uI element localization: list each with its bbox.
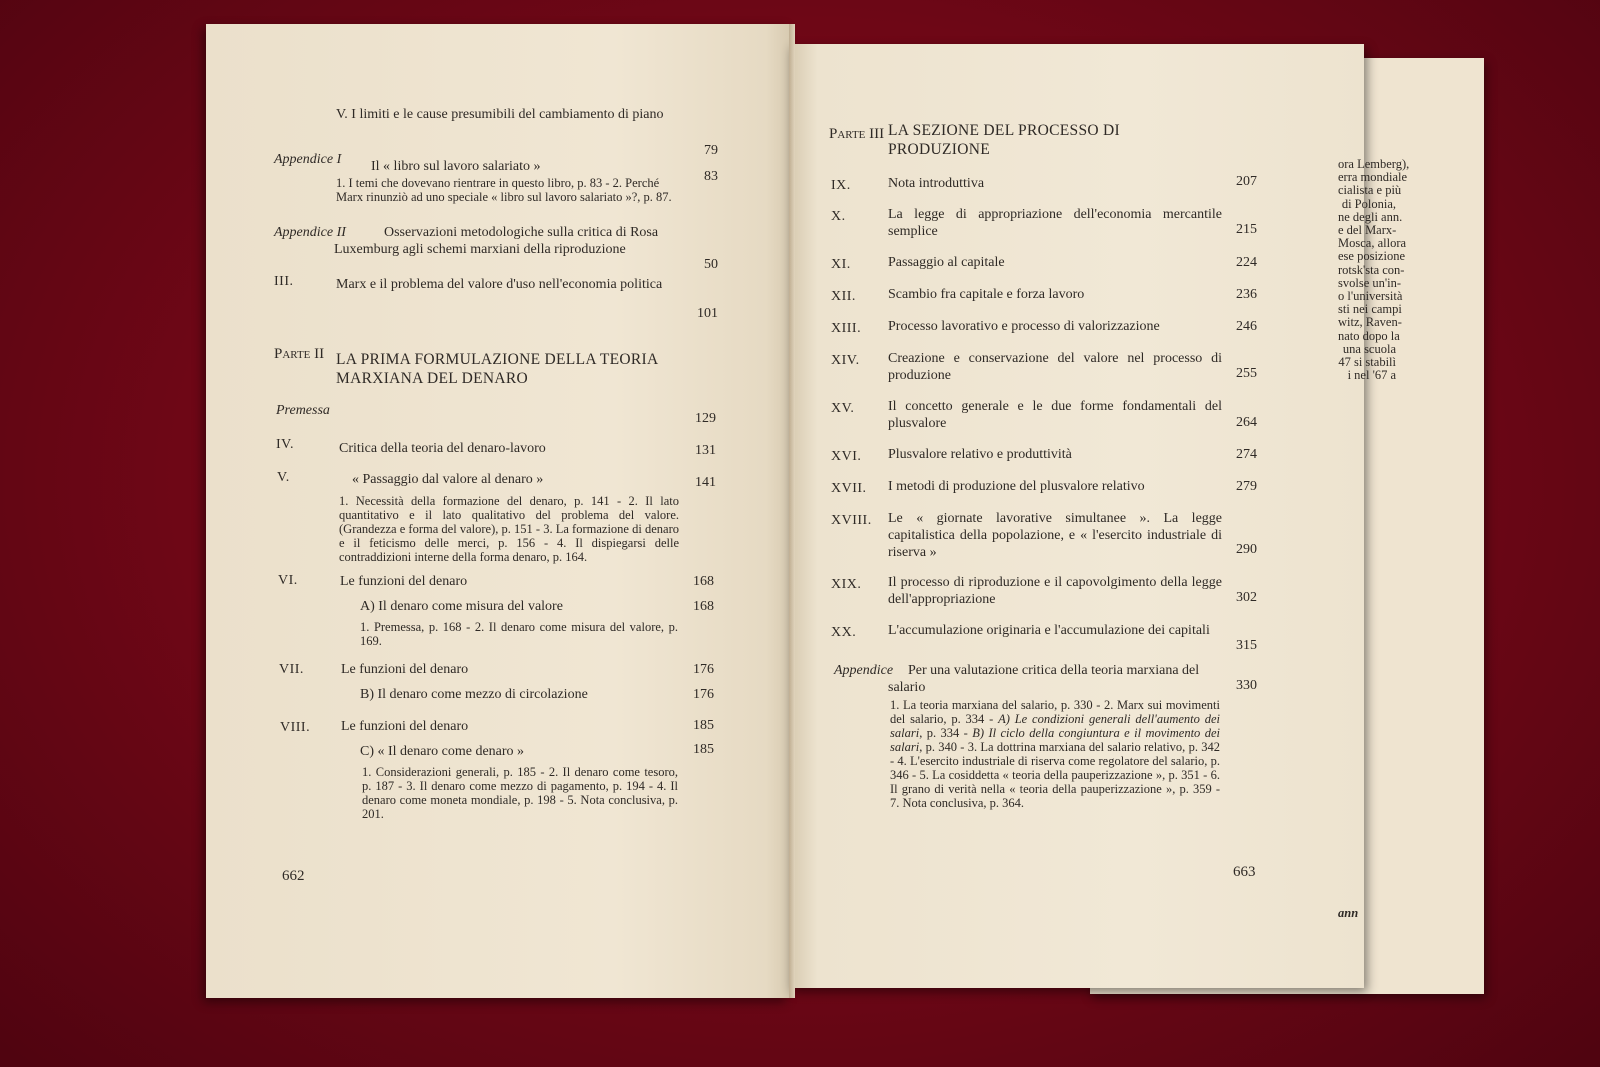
chapter-number: VIII.: [280, 720, 311, 735]
subs-text: , p. 340 - 3. La dottrina marxiana del salario relativo, p. 342 - 4. L'esercito industriale di riserva come regolatore del salario, p. 346 - 5. La cosiddetta « teoria della pauperizzazione », p. 351 - 6. Il grano di verità nella « teoria della pauperizzazione », p. 359 - 7. Nota conclusiva, p. 364.: [890, 740, 1220, 810]
toc-entry-page: 79: [704, 143, 718, 158]
toc-entry-title: Plusvalore relativo e produttività: [888, 447, 1072, 462]
chapter-number: VII.: [279, 662, 304, 677]
toc-entry-page: 274: [1236, 447, 1257, 462]
toc-entry-title: Le « giornate lavorative simultanee ». La legge capitalistica della popolazione, e « l'esercito industriale di riserva »: [888, 511, 1222, 560]
toc-entry-title: Scambio fra capitale e forza lavoro: [888, 287, 1085, 302]
part-title: LA SEZIONE DEL PROCESSO DI PRODUZIONE: [888, 122, 1120, 158]
chapter-number: V.: [277, 470, 290, 485]
flap-line: erra mondiale: [1338, 170, 1408, 185]
toc-entry-page: 168: [693, 574, 714, 589]
toc-entry-title: Le funzioni del denaro: [341, 662, 469, 677]
flap-line: di Polonia,: [1341, 196, 1396, 211]
premessa-label: Premessa: [276, 403, 330, 418]
appendix-label: Appendice I: [274, 152, 342, 167]
chapter-number: XVI.: [831, 449, 862, 464]
toc-entry-page: 185: [693, 718, 714, 733]
toc-entry-page: 236: [1236, 287, 1257, 302]
toc-entry-page: 255: [1236, 366, 1257, 381]
part-label: Parte III: [829, 126, 885, 142]
toc-entry-page: 315: [1236, 638, 1257, 653]
toc-entry-title: C) « Il denaro come denaro »: [360, 744, 525, 759]
flap-line: ese posizione: [1338, 249, 1405, 264]
flap-line: i nel '67 a: [1347, 368, 1396, 383]
toc-subsections: 1. Premessa, p. 168 - 2. Il denaro come misura del valore, p. 169.: [360, 620, 678, 648]
subs-italic: A) Le condizioni generali dell'aumento dei salari: [890, 712, 1220, 740]
toc-entry-page: 185: [693, 742, 714, 757]
toc-entry-page: 302: [1236, 590, 1257, 605]
flap-line: svolse un'in-: [1338, 275, 1402, 290]
toc-entry-page: 129: [695, 411, 716, 426]
flap-line: rotsk'sta con-: [1338, 262, 1405, 277]
toc-entry-title: Passaggio al capitale: [888, 255, 1005, 270]
subs-italic: B) Il ciclo della congiuntura e il movimento dei salari: [890, 726, 1220, 754]
toc-entry-title: Le funzioni del denaro: [341, 719, 469, 734]
toc-entry-page: 330: [1236, 678, 1257, 693]
chapter-number: IX.: [831, 178, 851, 193]
chapter-number: VI.: [278, 573, 298, 588]
toc-entry-page: 264: [1236, 415, 1257, 430]
toc-entry-page: 101: [697, 306, 718, 321]
subs-text: , p. 334 -: [919, 726, 973, 740]
toc-entry-title: L'accumulazione originaria e l'accumulazione dei capitali: [888, 623, 1210, 638]
toc-entry-title: Le funzioni del denaro: [340, 574, 468, 589]
flap-line: e del Marx-: [1338, 223, 1397, 238]
toc-entry-page: 141: [695, 475, 716, 490]
flap-line: una scuola: [1342, 341, 1396, 356]
flap-line: Mosca, allora: [1338, 236, 1407, 251]
toc-entry-title: Nota introduttiva: [888, 176, 985, 191]
chapter-number: III.: [274, 274, 294, 289]
appendix-label: Appendice: [834, 663, 894, 678]
chapter-number: XI.: [831, 257, 851, 272]
chapter-number: X.: [831, 209, 846, 224]
toc-entry-title: Il concetto generale e le due forme fondamentali del plusvalore: [888, 399, 1222, 431]
flap-line: nato dopo la: [1338, 328, 1400, 343]
chapter-number: XIX.: [831, 577, 862, 592]
flap-line: 47 si stabilì: [1338, 355, 1396, 370]
flap-line: o l'università: [1338, 289, 1403, 304]
toc-entry-page: 215: [1236, 222, 1257, 237]
part-title: LA PRIMA FORMULAZIONE DELLA TEORIA MARXIANA DEL DENARO: [336, 351, 658, 387]
toc-subsections: 1. Considerazioni generali, p. 185 - 2. Il denaro come tesoro, p. 187 - 3. Il denaro come mezzo di pagamento, p. 194 - 4. Il denaro come moneta mondiale, p. 198 - 5. Nota conclusiva, p. 201.: [362, 765, 678, 821]
toc-entry-title: « Passaggio dal valore al denaro »: [352, 472, 544, 487]
flap-line: cialista e più: [1338, 183, 1402, 198]
subs-text: 1. La teoria marxiana del salario, p. 330 - 2. Marx sui movimenti del salario, p. 334 -: [890, 698, 1220, 726]
toc-entry-page: 50: [704, 257, 718, 272]
toc-entry-page: 83: [704, 169, 718, 184]
flap-line: ora Lemberg),: [1338, 158, 1410, 171]
toc-entry-page: 290: [1236, 542, 1257, 557]
part-label: Parte II: [274, 346, 325, 362]
toc-subsections: [890, 698, 1220, 810]
toc-entry-page: 246: [1236, 319, 1257, 334]
toc-entry-title: Creazione e conservazione del valore nel processo di produzione: [888, 351, 1222, 383]
toc-entry-title: Il « libro sul lavoro salariato »: [371, 159, 541, 174]
toc-entry-page: 279: [1236, 479, 1257, 494]
toc-entry-page: 176: [693, 662, 714, 677]
toc-subsections: 1. Necessità della formazione del denaro, p. 141 - 2. Il lato quantitativo e il lato qualitativo del problema del valore. (Grandezza e forma del valore), p. 151 - 3. La formazione di denaro e il feticismo delle merci, p. 156 - 4. Il dispiegarsi delle contraddizioni interne della forma denaro, p. 164.: [339, 494, 679, 564]
appendix-label: Appendice II: [274, 225, 346, 240]
flap-line: witz, Raven-: [1338, 315, 1402, 330]
chapter-number: XIII.: [831, 321, 862, 336]
toc-subsections: 1. I temi che dovevano rientrare in questo libro, p. 83 - 2. Perché Marx rinunziò ad uno speciale « libro sul lavoro salariato »?, p. 87.: [336, 176, 672, 204]
toc-entry-title: Critica della teoria del denaro-lavoro: [339, 441, 546, 456]
flap-text: [1338, 158, 1438, 388]
toc-entry-title: Per una valutazione critica della teoria marxiana del salario: [888, 663, 1200, 695]
toc-entry-title: A) Il denaro come misura del valore: [360, 599, 563, 614]
toc-entry-title: Il processo di riproduzione e il capovolgimento della legge dell'appropriazione: [888, 575, 1222, 607]
toc-entry-page: 224: [1236, 255, 1257, 270]
toc-entry-page: 168: [693, 599, 714, 614]
toc-entry-title: Processo lavorativo e processo di valorizzazione: [888, 319, 1160, 334]
toc-entry-title: V. I limiti e le cause presumibili del cambiamento di piano: [336, 107, 664, 122]
chapter-number: XVII.: [831, 481, 867, 496]
chapter-number: XII.: [831, 289, 856, 304]
toc-entry-title: Osservazioni metodologiche sulla critica di Rosa Luxemburg agli schemi marxiani della riproduzione: [334, 225, 659, 257]
toc-entry-title: La legge di appropriazione dell'economia mercantile semplice: [888, 207, 1222, 239]
toc-entry-title: Marx e il problema del valore d'uso nell'economia politica: [336, 277, 663, 292]
flap-line: ne degli ann.: [1338, 209, 1403, 224]
page-number: 662: [282, 868, 305, 884]
toc-entry-title: I metodi di produzione del plusvalore relativo: [888, 479, 1145, 494]
book-spine: [789, 24, 795, 998]
chapter-number: XV.: [831, 401, 855, 416]
toc-entry-page: 176: [693, 687, 714, 702]
toc-entry-title: B) Il denaro come mezzo di circolazione: [360, 687, 588, 702]
chapter-number: XIV.: [831, 353, 860, 368]
toc-entry-page: 207: [1236, 174, 1257, 189]
toc-entry-page: 131: [695, 443, 716, 458]
chapter-number: XX.: [831, 625, 857, 640]
chapter-number: XVIII.: [831, 513, 872, 528]
chapter-number: IV.: [276, 437, 294, 452]
flap-line: sti nei campi: [1338, 302, 1402, 317]
flap-footer: ann: [1338, 906, 1359, 920]
page-number: 663: [1233, 864, 1256, 880]
